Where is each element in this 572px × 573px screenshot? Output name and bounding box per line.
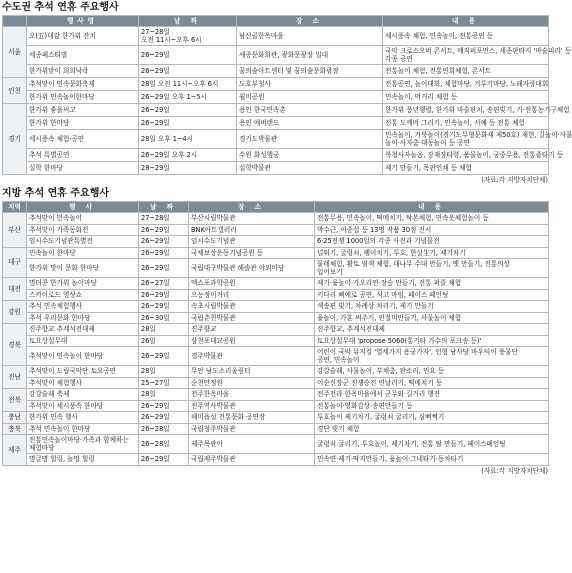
event-date: 26~29일 [139, 104, 237, 117]
event-place: 부산시립박물관 [189, 213, 315, 225]
event-name: 한가위 맞이 문화 한마당 [27, 259, 139, 278]
event-date: 28일 오전 11시~오후 6시 [139, 78, 237, 91]
region-cell: 서울 [3, 27, 27, 78]
event-date: 26~30일 [139, 312, 189, 324]
event-content: 윷놀이, 가훈 써주기, 인절미만들기, 사물놀이 체험 [315, 312, 549, 324]
event-name: 한가위 민속놀이한마당 [27, 91, 139, 104]
event-content: 전통놀이 체험, 전통연희체험, 콘서트 [383, 65, 549, 78]
event-date: 26~28일 [139, 423, 189, 435]
region-cell: 충북 [3, 423, 27, 435]
table-row [3, 46, 549, 65]
event-place: 삼천포대교공원 [189, 335, 315, 347]
region-cell: 부산 [3, 213, 27, 248]
event-place: 엑스포과학공원 [189, 278, 315, 290]
event-content: 제기 만들기, 목판인쇄 등 체험 [383, 162, 549, 175]
event-place: 경주박물관 [189, 347, 315, 366]
event-name: 한가위 한마당 [27, 117, 139, 130]
event-date: 26~27일 [139, 278, 189, 290]
capital-table [2, 15, 572, 175]
event-content: 제기·윷놀이·가오리연·장승 만들기, 전통 퍼즐 체험 [315, 278, 549, 290]
event-place: 꿈의숲아트센터 및 꿈의숲문화광장 [237, 65, 383, 78]
table-row [3, 78, 549, 91]
region-cell: 인천 [3, 78, 27, 104]
header-blank [3, 16, 27, 27]
table-row [3, 162, 549, 175]
page [2, 1, 572, 477]
event-date: 28~29일 [139, 162, 237, 175]
event-place: 순천만정원 [189, 377, 315, 389]
region-cell: 대전 [3, 278, 27, 301]
event-place: BNK아트갤러리 [189, 224, 315, 236]
event-place: 임시수도기념관 [189, 236, 315, 248]
table-row [3, 389, 549, 401]
event-content: 국악 크로스오버 콘서트, 매직퍼포먼스, 세종판타지 '마술피리' 등 각종 공연 [383, 46, 549, 65]
region-cell: 대구 [3, 247, 27, 278]
regional-table-body [3, 213, 549, 466]
table-row [3, 312, 549, 324]
event-date: 28일 [139, 324, 189, 336]
table-row [3, 149, 549, 162]
table-row [3, 236, 549, 248]
table-row [3, 27, 549, 46]
event-name: 세종페스티벌 [27, 46, 139, 65]
event-date: 26~29일 [139, 224, 189, 236]
table-row [3, 423, 549, 435]
table-row [3, 278, 549, 290]
event-place: 으능정이거리 [189, 289, 315, 301]
event-place: 경기도박물관 [237, 130, 383, 149]
event-date: 26~29일 [139, 247, 189, 259]
event-place: 국립대구박물관 해솔관 야외마당 [189, 259, 315, 278]
event-date: 26~29일 [139, 46, 237, 65]
regional-header-row [3, 202, 549, 213]
event-date: 26~29일 오후 1~5시 [139, 91, 237, 104]
event-place: 월미공원 [237, 91, 383, 104]
event-name: 추석맞이 가족동화전 [27, 224, 139, 236]
event-name: 오(五)대감 한가위 잔치 [27, 27, 139, 46]
event-name: 명글명 힐링, 놀멍 힐링 [27, 454, 139, 466]
table-row [3, 130, 549, 149]
capital-title: 수도권 추석 연휴 주요행사 [2, 2, 119, 13]
table-row [3, 289, 549, 301]
region-cell: 경기 [3, 104, 27, 175]
event-content: 어린이 국악 뮤지컬 '열세가지 용궁가자', 인형 남사당 바우덕이 풍물단 공연, 민속놀이 [315, 347, 549, 366]
event-name: 스카이로드 영상쇼 [27, 289, 139, 301]
region-cell: 제주 [3, 435, 27, 466]
table-row [3, 377, 549, 389]
table-row [3, 117, 549, 130]
region-cell: 강원 [3, 301, 27, 324]
column-header: 날 짜 [139, 16, 237, 27]
event-content: 민속놀이, 먹거리 체험 등 [383, 91, 549, 104]
capital-source: (자료:각 지방자치단체) [481, 176, 548, 184]
event-content: 전통 도깨비 그리기, 민속놀이, 서예 등 전통 체험 [383, 117, 549, 130]
event-date: 26~29일 [139, 65, 237, 78]
event-date: 26~29일 오후 2시 [139, 149, 237, 162]
table-row [3, 213, 549, 225]
event-content: 한가위 풍년행렬, 한가위 마술판치, 송편빚기, 기·전통농기구체험 [383, 104, 549, 117]
regional-table [2, 201, 549, 466]
table-row [3, 347, 549, 366]
table-row [3, 366, 549, 378]
event-content: 전통놀이·영화감상·송편만들기 등 [315, 400, 549, 412]
event-content: 박수근, 이중섭 등 13명 작품 30점 전시 [315, 224, 549, 236]
event-content: 물레체험, 활토 염색 체험, 대나무 수대 만들기, 옛 만들기, 전통의상 입어보기 [315, 259, 549, 278]
event-date: 26~29일 [139, 454, 189, 466]
table-row [3, 91, 549, 104]
event-date: 26~29일 [139, 301, 189, 313]
table-row [3, 247, 549, 259]
event-content: 6·25전쟁 1000일의 각종 사진과 기념물전 [315, 236, 549, 248]
event-date: 25~27일 [139, 377, 189, 389]
table-row [3, 435, 549, 454]
column-header: 행 사 [27, 202, 139, 213]
event-content: 전통공연, 놀이대회, 체험마당, 겨루기마당, 노래자랑대회 [383, 78, 549, 91]
table-row [3, 224, 549, 236]
event-place: 전주한옥마을 [189, 389, 315, 401]
event-name: 토요상설무대 [27, 335, 139, 347]
event-name: 추석 민속놀이 한마당 [27, 423, 139, 435]
table-row [3, 65, 549, 78]
event-place: 용인 한국민속촌 [237, 104, 383, 117]
event-date: 27~28일 [139, 213, 189, 225]
event-place: 남산골한옥마을 [237, 27, 383, 46]
event-place: 전주역사박물관 [189, 400, 315, 412]
event-content: 토요상설무대 'propose 5060(통기타 가수의 포크송 등)' [315, 335, 549, 347]
event-name: 추석맞이 민속놀이 한마당 [27, 347, 139, 366]
event-place: 수원 화성행궁 [237, 149, 383, 162]
column-header: 내 용 [383, 16, 549, 27]
event-content: 진주향교, 추계석전대제 [315, 324, 549, 336]
column-header: 장 소 [237, 16, 383, 27]
event-content: 투호놀이 제기차기, 굴렁쇠 굴리기, 심뻐쩍기 [315, 412, 549, 424]
event-date: 26~28일 [139, 435, 189, 454]
event-place: 국립청주박물관 [189, 423, 315, 435]
table-row [3, 324, 549, 336]
event-name: 추석맞이 체험행사 [27, 377, 139, 389]
event-place: 세종문화회관, 광화문광장 일대 [237, 46, 383, 65]
event-place: 해미읍성 전통문화 공연장 [189, 412, 315, 424]
event-place: 국립제주박물관 [189, 454, 315, 466]
event-content: 민속연·제기·딱지만들기, 윷놀이·그네타기·동차타기 [315, 454, 549, 466]
capital-table-body [3, 27, 572, 175]
event-name: 추석맞이 민속문화축제 [27, 78, 139, 91]
event-date: 28일 [139, 389, 189, 401]
region-cell: 충남 [3, 412, 27, 424]
table-row [3, 104, 549, 117]
region-cell: 전북 [3, 389, 27, 412]
event-content: 세시풍속 체험, 민속놀이, 전통공연 등 [383, 27, 549, 46]
regional-title: 지방 추석 연휴 주요행사 [2, 188, 110, 199]
event-date: 26일 [139, 335, 189, 347]
event-name: 추석맞이 민속놀이 [27, 213, 139, 225]
event-name: 추석맞이 도립국악단 토요공연 [27, 366, 139, 378]
event-name: 임시수도기념관특별전 [27, 236, 139, 248]
column-header: 장 소 [189, 202, 315, 213]
column-header: 날 짜 [139, 202, 189, 213]
event-content: 민속놀이, 거북놀이(경기도무형문화재 제50호) 재현, 길놀이·사물 놀이·사자춤·대동놀이 등 공연 [383, 130, 549, 149]
event-content: 경단 빚기 체험 [315, 423, 549, 435]
event-place: 진주향교 [189, 324, 315, 336]
table-row [3, 301, 549, 313]
event-date: 26~29일 [139, 400, 189, 412]
event-name: 한가위맞이 희희낙락 [27, 65, 139, 78]
event-content: 강강술래, 사물놀이, 부채춤, 판소리, 민요 등 [315, 366, 549, 378]
capital-header-row [3, 16, 549, 27]
event-content: 색송편 빚기, 차례상 차리기, 제기 만들기 [315, 301, 549, 313]
event-name: 한가위 좋을씨고 [27, 104, 139, 117]
event-name: 명더콩 한가위 놀이마당 [27, 278, 139, 290]
table-row [3, 335, 549, 347]
event-content: 북청사자놀음, 장재장타령, 품물놀이, 궁중무용, 전통줄타기 등 [383, 149, 549, 162]
event-date: 26~29일 [139, 117, 237, 130]
event-place: 도호부청사 [237, 78, 383, 91]
event-content: 키다리 삐에로 공연, 석고 마임, 페이스 페인팅 [315, 289, 549, 301]
event-name: 전통민속놀이마당·가족과 함께하는 체험마당 [27, 435, 139, 454]
event-place: 속초시립박물관 [189, 301, 315, 313]
column-header: 행사명 [27, 16, 139, 27]
event-name: 실학 한마당 [27, 162, 139, 175]
event-place: 국립춘천박물관 [189, 312, 315, 324]
region-cell: 경북 [3, 324, 27, 366]
event-content: 이순신장군 전쟁승전 연날리기, 떡메치기 등 [315, 377, 549, 389]
event-content: 굴렁쇠 굴리기, 투호놀이, 제기차기, 전통 탈 만들기, 페이스페인팅 [315, 435, 549, 454]
event-name: 추석맞이 세시풍속 한마당 [27, 400, 139, 412]
regional-source: (자료:각 지방자치단체) [481, 466, 548, 475]
event-place: 실학박물관 [237, 162, 383, 175]
event-date: 28일 오후 1~4시 [139, 130, 237, 149]
event-name: 추석 민속체험행사 [27, 301, 139, 313]
table-row [3, 454, 549, 466]
event-name: 세시풍속 체험·공연 [27, 130, 139, 149]
event-place: 국채보상운동기념공원 등 [189, 247, 315, 259]
event-content: 전주전라 한옥마을에서 군무와 길거리 행진 [315, 389, 549, 401]
event-date: 26~29일 [139, 236, 189, 248]
column-header: 지역 [3, 202, 27, 213]
event-date: 26~29일 [139, 412, 189, 424]
event-content: 전통무용, 민속놀이, 떡메치기, 탁본체험, 민속옷체험놀이 등 [315, 213, 549, 225]
table-row [3, 259, 549, 278]
event-date: 27~28일 오전 11시~오후 6시 [139, 27, 237, 46]
event-name: 강강술래 축제 [27, 389, 139, 401]
event-date: 26~29일 [139, 347, 189, 366]
column-header: 내 용 [315, 202, 549, 213]
table-row [3, 412, 549, 424]
event-place: 무안 남도소리울림터 [189, 366, 315, 378]
event-date: 28일 [139, 366, 189, 378]
region-cell: 전남 [3, 366, 27, 389]
event-content: 널뛰기, 굴렁쇠, 팽이치기, 투호, 한살生기, 제기차기 [315, 247, 549, 259]
event-date: 26~29일 [139, 289, 189, 301]
event-place: 용인 에버랜드 [237, 117, 383, 130]
table-row [3, 400, 549, 412]
event-name: 민속놀이 한마당 [27, 247, 139, 259]
event-place: 제주목관아 [189, 435, 315, 454]
event-name: 추석 특별공연 [27, 149, 139, 162]
event-date: 26~29일 [139, 259, 189, 278]
event-name: 진주향교 추계석전대제 [27, 324, 139, 336]
event-name: 추석 우리문화 한마당 [27, 312, 139, 324]
event-name: 한가위 민속 행사 [27, 412, 139, 424]
